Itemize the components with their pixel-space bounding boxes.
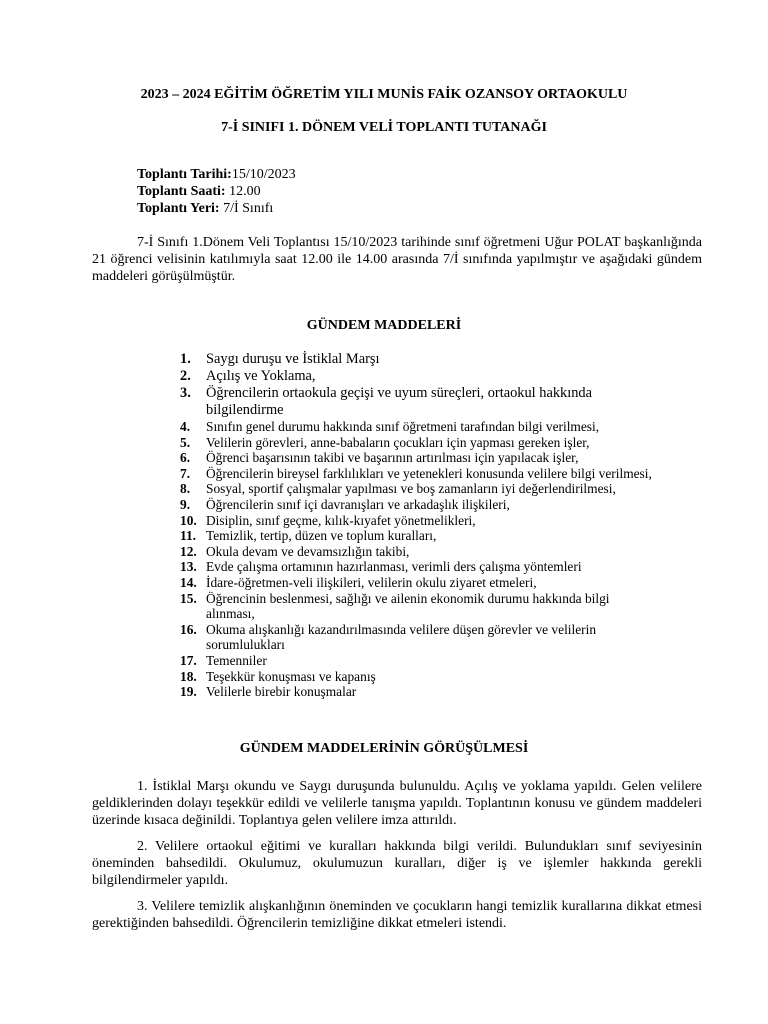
agenda-item — [180, 669, 660, 685]
agenda-item-text: Temenniler — [206, 652, 267, 668]
agenda-item-number: 5. — [180, 434, 191, 450]
agenda-item-text: Açılış ve Yoklama, — [206, 368, 316, 384]
agenda-item — [180, 684, 660, 700]
agenda-item-number: 9. — [180, 496, 191, 512]
agenda-item-text: Öğrenci başarısının takibi ve başarının artırılması için yapılacak işler, — [206, 450, 579, 466]
agenda-item — [180, 622, 660, 653]
agenda-item-number: 1. — [180, 351, 191, 367]
agenda-item-number: 19. — [180, 684, 197, 700]
agenda-item — [180, 419, 660, 435]
agenda-item-number: 8. — [180, 481, 191, 497]
agenda-item-number: 14. — [180, 574, 197, 590]
agenda-item — [180, 497, 660, 513]
agenda-item-number: 17. — [180, 652, 197, 668]
discussion-paragraph-3: 3. Velilere temizlik alışkanlığının öneminden ve çocukların hangi temizlik kurallarına dikkat etmesi gerektiğinden bahsedildi. Öğrencilerin temizliğine dikkat etmeleri istendi. — [92, 899, 702, 931]
agenda-item-number: 11. — [180, 528, 196, 544]
agenda-item — [180, 559, 660, 575]
agenda-item — [180, 385, 660, 419]
agenda-item-text: Öğrencilerin ortaokula geçişi ve uyum süreçleri, ortaokul hakkında bilgilendirme — [206, 385, 593, 418]
meeting-date-value: 15/10/2023 — [231, 167, 296, 182]
meeting-info — [137, 166, 296, 217]
agenda-item-number: 3. — [180, 385, 191, 401]
agenda-item — [180, 368, 660, 385]
agenda-item — [180, 351, 660, 368]
school-title: 2023 – 2024 EĞİTİM ÖĞRETİM YILI MUNİS FAİK OZANSOY ORTAOKULU — [140, 87, 628, 102]
agenda-item-number: 16. — [180, 621, 197, 637]
agenda-item-text: Saygı duruşu ve İstiklal Marşı — [206, 351, 380, 367]
agenda-item — [180, 591, 660, 622]
agenda-list — [180, 351, 660, 700]
agenda-item — [180, 435, 660, 451]
agenda-item — [180, 481, 660, 497]
agenda-item — [180, 466, 660, 482]
meeting-place-row — [137, 200, 296, 217]
agenda-item-text: Öğrencilerin sınıf içi davranışları ve arkadaşlık ilişkileri, — [206, 496, 510, 512]
agenda-item-text: İdare-öğretmen-veli ilişkileri, velilerin okulu ziyaret etmeleri, — [206, 574, 537, 590]
document-title: 7-İ SINIFI 1. DÖNEM VELİ TOPLANTI TUTANAĞI — [221, 120, 547, 135]
agenda-item-text: Sınıfın genel durumu hakkında sınıf öğretmeni tarafından bilgi verilmesi, — [206, 419, 600, 434]
agenda-item — [180, 575, 660, 591]
intro-paragraph: 7-İ Sınıfı 1.Dönem Veli Toplantısı 15/10/2023 tarihinde sınıf öğretmeni Uğur POLAT başkanlığında 21 öğrenci velisinin katılımıyla saat 12.00 ile 14.00 arasında 7/İ sınıfında yapılmıştır ve aşağıdaki gündem maddeleri görüşülmüştür. — [92, 235, 702, 284]
agenda-item-text: Velilerin görevleri, anne-babaların çocukları için yapması gereken işler, — [206, 434, 590, 450]
agenda-item-number: 7. — [180, 465, 191, 481]
meeting-time-label: Toplantı Saati: — [137, 184, 226, 199]
agenda-item-number: 15. — [180, 590, 197, 606]
agenda-item-text: Temizlik, tertip, düzen ve toplum kuralları, — [206, 528, 437, 544]
meeting-place-value: 7/İ Sınıfı — [219, 201, 274, 216]
agenda-item-number: 12. — [180, 543, 197, 559]
meeting-place-label: Toplantı Yeri: — [137, 201, 220, 216]
discussion-paragraph-1: 1. İstiklal Marşı okundu ve Saygı duruşunda bulunuldu. Açılış ve yoklama yapıldı. Gelen velilere geldiklerinden dolayı teşekkür edildi ve velilerle tanışma yapıldı. Toplantının konusu ve gündem maddeleri üzerinde kısaca değinildi. Toplantıya gelen velilere imza attırıldı. — [92, 779, 702, 828]
agenda-title: GÜNDEM MADDELERİ — [306, 318, 462, 333]
meeting-time-row — [137, 183, 296, 200]
agenda-item — [180, 513, 660, 529]
agenda-item — [180, 528, 660, 544]
agenda-item-number: 10. — [180, 512, 197, 528]
agenda-item — [180, 653, 660, 669]
meeting-date-label: Toplantı Tarihi: — [137, 167, 232, 182]
agenda-item-number: 2. — [180, 368, 191, 384]
agenda-item-text: Teşekkür konuşması ve kapanış — [206, 668, 376, 684]
agenda-item-text: Evde çalışma ortamının hazırlanması, verimli ders çalışma yöntemleri — [206, 559, 582, 575]
agenda-item-text: Öğrencinin beslenmesi, sağlığı ve ailenin ekonomik durumu hakkında bilgi alınması, — [206, 590, 610, 622]
agenda-item-text: Disiplin, sınıf geçme, kılık-kıyafet yönetmelikleri, — [206, 512, 476, 528]
meeting-date-row — [137, 166, 296, 183]
agenda-item-text: Sosyal, sportif çalışmalar yapılması ve boş zamanların iyi değerlendirilmesi, — [206, 481, 616, 497]
agenda-item-text: Velilerle birebir konuşmalar — [206, 684, 357, 700]
agenda-item-number: 6. — [180, 450, 191, 466]
agenda-item-number: 13. — [180, 559, 197, 575]
agenda-item-text: Okuma alışkanlığı kazandırılmasında velilere düşen görevler ve velilerin sorumlulukları — [206, 621, 597, 653]
agenda-item-number: 4. — [180, 419, 191, 434]
agenda-item-text: Okula devam ve devamsızlığın takibi, — [206, 543, 410, 559]
meeting-time-value: 12.00 — [225, 184, 261, 199]
agenda-item — [180, 544, 660, 560]
discussion-title: GÜNDEM MADDELERİNİN GÖRÜŞÜLMESİ — [239, 741, 529, 756]
discussion-paragraph-2: 2. Velilere ortaokul eğitimi ve kuralları hakkında bilgi verildi. Bulundukları sınıf seviyesinin öneminden bahsedildi. Okulumuz, okulumuzun kuralları, diğer iş ve işlemler hakkında gerekli bilgilendirmeler yapıldı. — [92, 839, 702, 888]
agenda-item-number: 18. — [180, 668, 197, 684]
agenda-item — [180, 450, 660, 466]
agenda-item-text: Öğrencilerin bireysel farklılıkları ve yetenekleri konusunda velilere bilgi verilmesi, — [206, 465, 652, 481]
